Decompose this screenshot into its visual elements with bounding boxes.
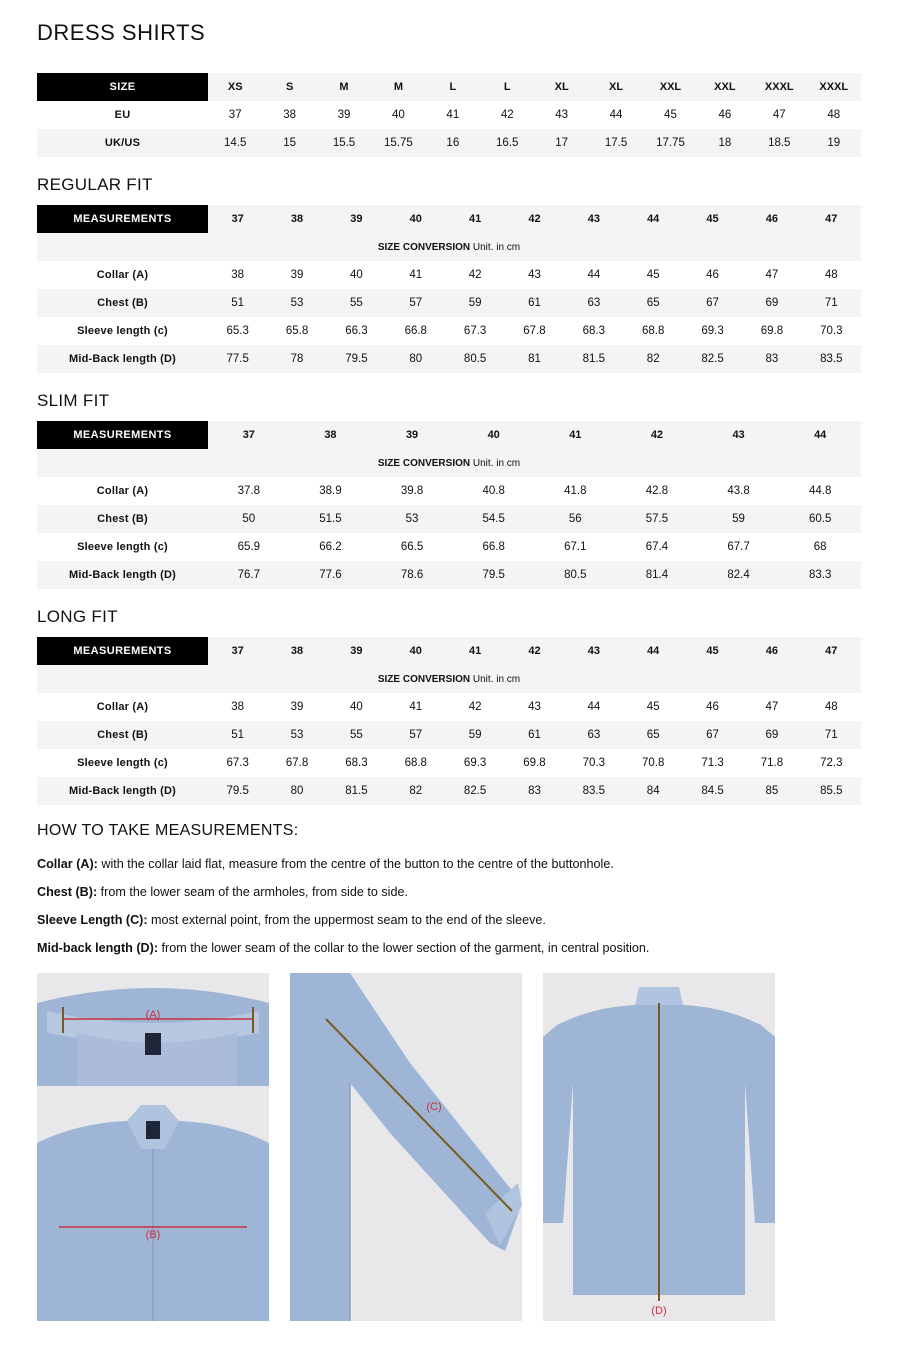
table-cell: 69 <box>742 721 801 749</box>
size-number: 43 <box>564 637 623 665</box>
table-cell: 17 <box>534 129 588 157</box>
table-cell: 66.8 <box>386 317 445 345</box>
size-number: 37 <box>208 205 267 233</box>
table-cell: 82 <box>624 345 683 373</box>
size-letter: XS <box>208 73 262 101</box>
table-row <box>37 561 861 589</box>
measurements-header-label: MEASUREMENTS <box>37 421 208 449</box>
table-cell: 50 <box>208 505 290 533</box>
table-cell: 65.9 <box>208 533 290 561</box>
conversion-bold: SIZE CONVERSION <box>377 241 471 253</box>
table-cell: 84 <box>624 777 683 805</box>
table-cell: 83.5 <box>802 345 861 373</box>
table-cell: 41 <box>426 101 480 129</box>
table-cell: 67 <box>683 721 742 749</box>
measurements-header-label: MEASUREMENTS <box>37 205 208 233</box>
table-cell: 59 <box>698 505 780 533</box>
table-cell: 71 <box>802 721 861 749</box>
howto-text: with the collar laid flat, measure from the centre of the button to the centre of the buttonhole. <box>97 857 614 871</box>
size-number: 39 <box>327 205 386 233</box>
size-conversion-note <box>37 665 861 693</box>
table-cell: 70.8 <box>624 749 683 777</box>
long-fit-table <box>37 637 861 805</box>
size-number: 41 <box>445 637 504 665</box>
table-row <box>37 101 861 129</box>
table-cell: 53 <box>267 721 326 749</box>
table-cell: 61 <box>505 721 564 749</box>
table-cell: 43 <box>534 101 588 129</box>
table-cell: 15.75 <box>371 129 425 157</box>
table-cell: 72.3 <box>802 749 861 777</box>
table-cell: 39 <box>267 261 326 289</box>
size-number: 39 <box>371 421 453 449</box>
label-d: (D) <box>651 1305 667 1317</box>
size-letter: XL <box>534 73 588 101</box>
table-cell: 40 <box>327 693 386 721</box>
table-cell: 39 <box>317 101 371 129</box>
table-row <box>37 261 861 289</box>
table-cell: 48 <box>802 261 861 289</box>
table-cell: 41 <box>386 261 445 289</box>
table-cell: 83.5 <box>564 777 623 805</box>
table-cell: 40.8 <box>453 477 535 505</box>
table-cell: 79.5 <box>453 561 535 589</box>
size-number: 41 <box>445 205 504 233</box>
slim-fit-table <box>37 421 861 589</box>
how-to-title: HOW TO TAKE MEASUREMENTS: <box>37 822 299 839</box>
table-cell: 82 <box>386 777 445 805</box>
row-label: Collar (A) <box>37 477 208 505</box>
table-cell: 14.5 <box>208 129 262 157</box>
size-letter: XXL <box>698 73 752 101</box>
size-letter: M <box>371 73 425 101</box>
sleeve-photo <box>290 973 522 1321</box>
table-cell: 46 <box>683 693 742 721</box>
table-cell: 80.5 <box>445 345 504 373</box>
long-fit-title: LONG FIT <box>37 607 118 626</box>
size-number: 45 <box>683 637 742 665</box>
size-table <box>37 73 861 157</box>
table-cell: 67.8 <box>267 749 326 777</box>
table-cell: 39.8 <box>371 477 453 505</box>
size-number: 37 <box>208 637 267 665</box>
table-cell: 66.5 <box>371 533 453 561</box>
row-label: Collar (A) <box>37 261 208 289</box>
size-number: 39 <box>327 637 386 665</box>
size-number: 46 <box>742 637 801 665</box>
table-row <box>37 289 861 317</box>
size-letter: M <box>317 73 371 101</box>
table-cell: 81.5 <box>327 777 386 805</box>
table-cell: 71 <box>802 289 861 317</box>
regular-fit-title: REGULAR FIT <box>37 175 153 194</box>
size-number: 42 <box>616 421 698 449</box>
table-cell: 65 <box>624 289 683 317</box>
label-c: (C) <box>426 1101 442 1113</box>
table-cell: 16 <box>426 129 480 157</box>
size-number: 38 <box>267 205 326 233</box>
row-label: Chest (B) <box>37 721 208 749</box>
table-row <box>37 317 861 345</box>
how-to-measure-section <box>37 822 867 962</box>
size-conversion-note <box>37 233 861 261</box>
size-letter: XXXL <box>806 73 861 101</box>
table-cell: 51 <box>208 289 267 317</box>
table-cell: 54.5 <box>453 505 535 533</box>
table-cell: 77.5 <box>208 345 267 373</box>
fit-header-row <box>37 205 861 233</box>
size-number: 38 <box>290 421 372 449</box>
size-number: 38 <box>267 637 326 665</box>
table-cell: 38 <box>208 693 267 721</box>
table-cell: 83.3 <box>779 561 861 589</box>
size-letter: S <box>262 73 316 101</box>
table-cell: 68 <box>779 533 861 561</box>
table-cell: 42 <box>480 101 534 129</box>
table-cell: 60.5 <box>779 505 861 533</box>
row-label: Sleeve length (c) <box>37 749 208 777</box>
howto-term: Mid-back length (D): <box>37 941 159 955</box>
table-cell: 47 <box>752 101 806 129</box>
table-cell: 81 <box>505 345 564 373</box>
slim-fit-title: SLIM FIT <box>37 391 110 410</box>
row-label: Mid-Back length (D) <box>37 345 208 373</box>
table-cell: 17.75 <box>643 129 697 157</box>
table-cell: 77.6 <box>290 561 372 589</box>
table-cell: 38 <box>262 101 316 129</box>
table-cell: 80 <box>386 345 445 373</box>
table-cell: 44 <box>589 101 643 129</box>
size-conversion-row <box>37 449 861 477</box>
table-row <box>37 749 861 777</box>
table-cell: 48 <box>802 693 861 721</box>
table-cell: 15.5 <box>317 129 371 157</box>
table-cell: 81.5 <box>564 345 623 373</box>
label-tag-icon <box>145 1033 161 1055</box>
table-cell: 53 <box>267 289 326 317</box>
size-number: 47 <box>802 637 861 665</box>
table-cell: 44 <box>564 261 623 289</box>
table-cell: 43 <box>505 693 564 721</box>
table-cell: 15 <box>262 129 316 157</box>
row-label: Sleeve length (c) <box>37 317 208 345</box>
howto-text: most external point, from the uppermost seam to the end of the sleeve. <box>147 913 546 927</box>
size-number: 44 <box>624 637 683 665</box>
size-conversion-row <box>37 665 861 693</box>
row-label: Sleeve length (c) <box>37 533 208 561</box>
fit-header-row <box>37 637 861 665</box>
size-number: 42 <box>505 205 564 233</box>
table-cell: 38.9 <box>290 477 372 505</box>
size-number: 37 <box>208 421 290 449</box>
table-cell: 69 <box>742 289 801 317</box>
table-cell: 79.5 <box>327 345 386 373</box>
table-cell: 65.8 <box>267 317 326 345</box>
conversion-bold: SIZE CONVERSION <box>377 673 471 685</box>
table-cell: 51 <box>208 721 267 749</box>
table-cell: 68.8 <box>386 749 445 777</box>
table-cell: 51.5 <box>290 505 372 533</box>
table-cell: 85 <box>742 777 801 805</box>
table-cell: 45 <box>624 693 683 721</box>
table-cell: 80 <box>267 777 326 805</box>
table-cell: 59 <box>445 721 504 749</box>
howto-term: Collar (A): <box>37 857 98 871</box>
table-cell: 82.5 <box>445 777 504 805</box>
table-cell: 19 <box>806 129 861 157</box>
page-title: DRESS SHIRTS <box>37 20 206 45</box>
table-cell: 42.8 <box>616 477 698 505</box>
table-row <box>37 477 861 505</box>
size-number: 44 <box>779 421 861 449</box>
size-number: 47 <box>802 205 861 233</box>
table-cell: 45 <box>624 261 683 289</box>
howto-chest <box>37 878 867 906</box>
size-header-row <box>37 73 861 101</box>
table-cell: 55 <box>327 721 386 749</box>
measurements-header-label: MEASUREMENTS <box>37 637 208 665</box>
conversion-unit: Unit. in cm <box>470 673 521 685</box>
table-cell: 68.3 <box>564 317 623 345</box>
table-cell: 66.2 <box>290 533 372 561</box>
table-cell: 47 <box>742 693 801 721</box>
table-cell: 69.8 <box>505 749 564 777</box>
table-row <box>37 693 861 721</box>
table-cell: 85.5 <box>802 777 861 805</box>
table-cell: 46 <box>698 101 752 129</box>
size-number: 41 <box>535 421 617 449</box>
row-label: EU <box>37 101 208 129</box>
conversion-unit: Unit. in cm <box>470 457 521 469</box>
table-cell: 42 <box>445 261 504 289</box>
table-cell: 67.1 <box>535 533 617 561</box>
size-number: 43 <box>564 205 623 233</box>
table-cell: 47 <box>742 261 801 289</box>
size-letter: L <box>480 73 534 101</box>
table-cell: 41.8 <box>535 477 617 505</box>
howto-text: from the lower seam of the armholes, from side to side. <box>97 885 408 899</box>
table-row <box>37 345 861 373</box>
table-row <box>37 777 861 805</box>
table-cell: 69.3 <box>683 317 742 345</box>
table-cell: 39 <box>267 693 326 721</box>
table-cell: 65 <box>624 721 683 749</box>
back-length-photo <box>543 973 775 1321</box>
table-cell: 38 <box>208 261 267 289</box>
table-row <box>37 505 861 533</box>
row-label: Collar (A) <box>37 693 208 721</box>
size-conversion-note <box>37 449 861 477</box>
table-cell: 37.8 <box>208 477 290 505</box>
table-cell: 57 <box>386 289 445 317</box>
row-label: Mid-Back length (D) <box>37 561 208 589</box>
howto-sleeve <box>37 906 867 934</box>
size-number: 40 <box>386 205 445 233</box>
table-cell: 67 <box>683 289 742 317</box>
table-cell: 43 <box>505 261 564 289</box>
table-cell: 79.5 <box>208 777 267 805</box>
size-letter: XXL <box>643 73 697 101</box>
table-cell: 67.3 <box>445 317 504 345</box>
table-row <box>37 533 861 561</box>
howto-text: from the lower seam of the collar to the lower section of the garment, in central position. <box>158 941 650 955</box>
table-cell: 40 <box>371 101 425 129</box>
table-cell: 59 <box>445 289 504 317</box>
conversion-bold: SIZE CONVERSION <box>377 457 471 469</box>
table-cell: 70.3 <box>802 317 861 345</box>
table-cell: 82.5 <box>683 345 742 373</box>
row-label: Chest (B) <box>37 289 208 317</box>
table-cell: 78.6 <box>371 561 453 589</box>
table-cell: 67.4 <box>616 533 698 561</box>
label-b: (B) <box>145 1229 161 1241</box>
size-number: 40 <box>453 421 535 449</box>
table-cell: 67.8 <box>505 317 564 345</box>
table-cell: 76.7 <box>208 561 290 589</box>
table-cell: 56 <box>535 505 617 533</box>
table-row <box>37 721 861 749</box>
table-cell: 61 <box>505 289 564 317</box>
table-cell: 55 <box>327 289 386 317</box>
size-letter: XL <box>589 73 643 101</box>
size-number: 40 <box>386 637 445 665</box>
table-cell: 42 <box>445 693 504 721</box>
table-cell: 71.3 <box>683 749 742 777</box>
table-cell: 83 <box>505 777 564 805</box>
table-cell: 68.3 <box>327 749 386 777</box>
table-cell: 69.8 <box>742 317 801 345</box>
table-cell: 66.3 <box>327 317 386 345</box>
table-cell: 41 <box>386 693 445 721</box>
table-cell: 45 <box>643 101 697 129</box>
size-number: 42 <box>505 637 564 665</box>
table-cell: 40 <box>327 261 386 289</box>
table-cell: 44.8 <box>779 477 861 505</box>
table-cell: 18.5 <box>752 129 806 157</box>
label-a: (A) <box>145 1009 161 1021</box>
howto-collar <box>37 850 867 878</box>
size-number: 43 <box>698 421 780 449</box>
table-cell: 82.4 <box>698 561 780 589</box>
table-cell: 16.5 <box>480 129 534 157</box>
table-cell: 17.5 <box>589 129 643 157</box>
howto-term: Sleeve Length (C): <box>37 913 148 927</box>
table-cell: 63 <box>564 289 623 317</box>
table-cell: 67.7 <box>698 533 780 561</box>
size-header-label: SIZE <box>37 73 208 101</box>
table-cell: 48 <box>806 101 861 129</box>
table-cell: 66.8 <box>453 533 535 561</box>
size-number: 45 <box>683 205 742 233</box>
table-cell: 18 <box>698 129 752 157</box>
conversion-unit: Unit. in cm <box>470 241 521 253</box>
table-cell: 57 <box>386 721 445 749</box>
table-cell: 57.5 <box>616 505 698 533</box>
table-cell: 83 <box>742 345 801 373</box>
table-cell: 80.5 <box>535 561 617 589</box>
table-cell: 46 <box>683 261 742 289</box>
howto-term: Chest (B): <box>37 885 98 899</box>
table-cell: 78 <box>267 345 326 373</box>
table-cell: 37 <box>208 101 262 129</box>
table-cell: 67.3 <box>208 749 267 777</box>
table-row <box>37 129 861 157</box>
table-cell: 69.3 <box>445 749 504 777</box>
table-cell: 65.3 <box>208 317 267 345</box>
table-cell: 81.4 <box>616 561 698 589</box>
fit-header-row <box>37 421 861 449</box>
howto-midback <box>37 934 867 962</box>
table-cell: 71.8 <box>742 749 801 777</box>
table-cell: 70.3 <box>564 749 623 777</box>
size-number: 46 <box>742 205 801 233</box>
row-label: Chest (B) <box>37 505 208 533</box>
size-conversion-row <box>37 233 861 261</box>
size-letter: XXXL <box>752 73 806 101</box>
collar-chest-photo <box>37 973 269 1321</box>
table-cell: 63 <box>564 721 623 749</box>
table-cell: 44 <box>564 693 623 721</box>
table-cell: 68.8 <box>624 317 683 345</box>
table-cell: 53 <box>371 505 453 533</box>
table-cell: 84.5 <box>683 777 742 805</box>
row-label: UK/US <box>37 129 208 157</box>
size-letter: L <box>426 73 480 101</box>
table-cell: 43.8 <box>698 477 780 505</box>
row-label: Mid-Back length (D) <box>37 777 208 805</box>
regular-fit-table <box>37 205 861 373</box>
size-number: 44 <box>624 205 683 233</box>
